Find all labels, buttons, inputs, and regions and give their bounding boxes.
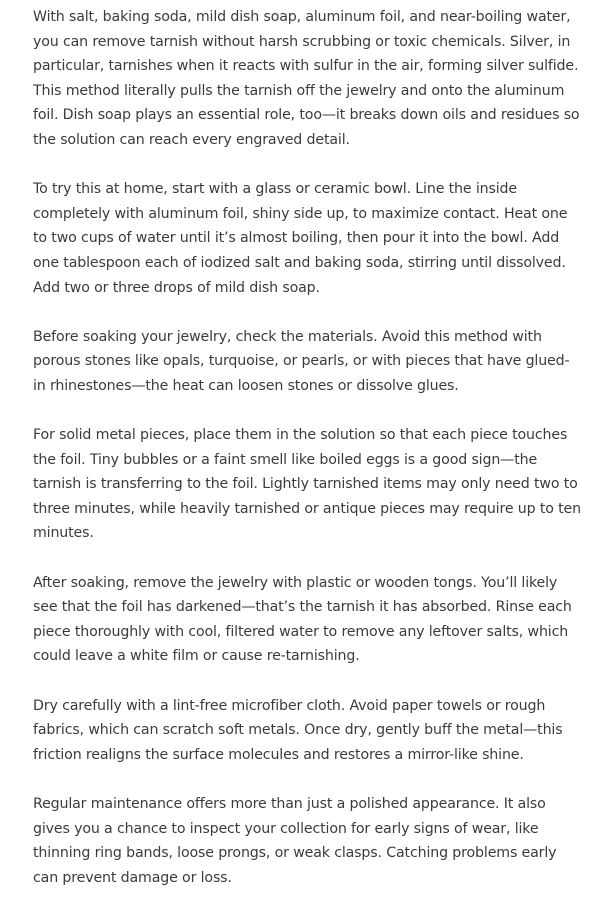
paragraph-maintenance: Regular maintenance offers more than just a polished appearance. It also gives you a chance to inspect your collection for early signs of wear, like thinning ring bands, loose prongs, or weak clasps. Catching problems early can prevent damage or loss. (33, 796, 557, 886)
paragraph-soaking: For solid metal pieces, place them in the solution so that each piece touches the foil. Tiny bubbles or a faint smell like boiled eggs is a good sign—the tarnish is transferring to the foil. Lightly tarnished items may only need two to three minutes, while heavily tarnished or antique pieces may require up to ten minutes. (33, 427, 581, 542)
article-body (33, 5, 581, 915)
paragraph-drying: Dry carefully with a lint-free microfiber cloth. Avoid paper towels or rough fabrics, which can scratch soft metals. Once dry, gently buff the metal—this friction realigns the surface molecules and restores a mirror-like shine. (33, 697, 563, 763)
paragraph-intro: With salt, baking soda, mild dish soap, aluminum foil, and near-boiling water, you can remove tarnish without harsh scrubbing or toxic chemicals. Silver, in particular, tarnishes when it reacts with sulfur in the air, forming silver sulfide. This method literally pulls the tarnish off the jewelry and onto the aluminum foil. Dish soap plays an essential role, too—it breaks down oils and residues so the solution can reach every engraved detail. (33, 9, 580, 148)
paragraph-materials-warning: Before soaking your jewelry, check the materials. Avoid this method with porous stones like opals, turquoise, or pearls, or with pieces that have glued-in rhinestones—the heat can loosen stones or dissolve glues. (33, 328, 570, 394)
paragraph-rinsing: After soaking, remove the jewelry with plastic or wooden tongs. You’ll likely see that the foil has darkened—that’s the tarnish it has absorbed. Rinse each piece thoroughly with cool, filtered water to remove any leftover salts, which could leave a white film or cause re-tarnishing. (33, 574, 572, 665)
paragraph-setup: To try this at home, start with a glass or ceramic bowl. Line the inside completely with aluminum foil, shiny side up, to maximize contact. Heat one to two cups of water until it’s almost boiling, then pour it into the bowl. Add one tablespoon each of iodized salt and baking soda, stirring until dissolved. Add two or three drops of mild dish soap. (33, 181, 568, 296)
